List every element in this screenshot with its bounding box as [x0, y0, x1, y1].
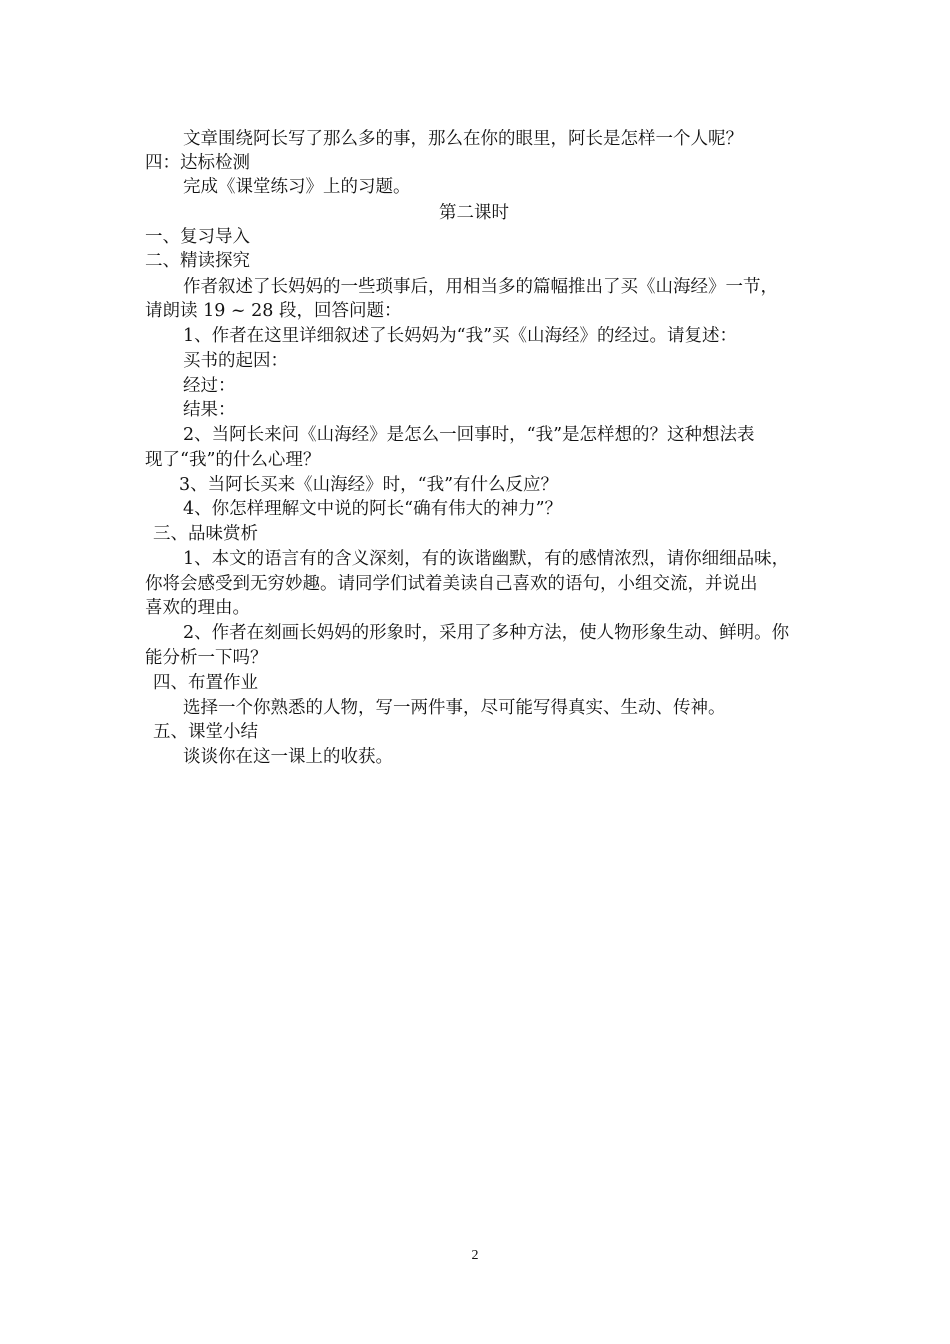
question-one-cause: 买书的起因：: [183, 351, 288, 371]
appreciation-one-line3: 喜欢的理由。: [145, 598, 250, 618]
homework-text: 选择一个你熟悉的人物，写一两件事，尽可能写得真实、生动、传神。: [183, 698, 726, 718]
heading-summary: 五、课堂小结: [153, 722, 258, 742]
heading-homework: 四、布置作业: [153, 673, 258, 693]
paragraph-summary-question: 文章围绕阿长写了那么多的事，那么在你的眼里，阿长是怎样一个人呢？: [183, 129, 743, 149]
lesson-two-title: 第二课时: [439, 203, 509, 223]
question-four: 4、你怎样理解文中说的阿长“确有伟大的神力”？: [183, 499, 563, 519]
page-number: 2: [471, 1248, 479, 1263]
heading-section-four: 四：达标检测: [145, 153, 250, 173]
summary-text: 谈谈你在这一课上的收获。: [183, 747, 393, 767]
question-one-process: 经过：: [183, 376, 236, 396]
heading-review: 一、复习导入: [145, 227, 250, 247]
heading-close-reading: 二、精读探究: [145, 251, 250, 271]
paragraph-intro-line1: 作者叙述了长妈妈的一些琐事后，用相当多的篇幅推出了买《山海经》一节，: [183, 277, 778, 297]
question-one-result: 结果：: [183, 400, 236, 420]
question-two-line2: 现了“我”的什么心理？: [145, 450, 321, 470]
appreciation-two-line2: 能分析一下吗？: [145, 648, 268, 668]
paragraph-intro-line2: 请朗读 19 ~ 28 段，回答问题：: [145, 301, 402, 321]
appreciation-one-line1: 1、本文的语言有的含义深刻，有的诙谐幽默，有的感情浓烈，请你细细品味，: [183, 549, 790, 569]
appreciation-two-line1: 2、作者在刻画长妈妈的形象时，采用了多种方法，使人物形象生动、鲜明。你: [183, 623, 790, 643]
question-three: 3、当阿长买来《山海经》时，“我”有什么反应？: [179, 475, 559, 495]
appreciation-one-line2: 你将会感受到无穷妙趣。请同学们试着美读自己喜欢的语句，小组交流，并说出: [145, 574, 758, 594]
paragraph-exercise: 完成《课堂练习》上的习题。: [183, 177, 411, 197]
heading-appreciation: 三、品味赏析: [153, 524, 258, 544]
question-two-line1: 2、当阿长来问《山海经》是怎么一回事时，“我”是怎样想的？这种想法表: [183, 425, 755, 445]
question-one: 1、作者在这里详细叙述了长妈妈为“我”买《山海经》的经过。请复述：: [183, 326, 738, 346]
